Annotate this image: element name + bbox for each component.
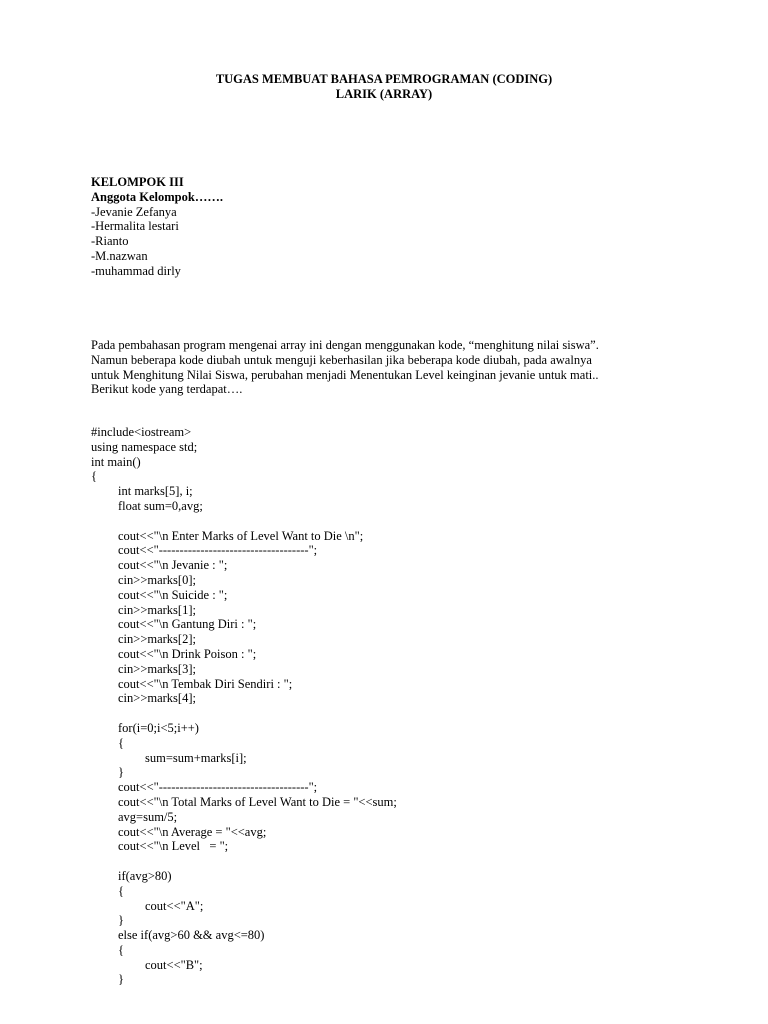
member-item: -M.nazwan — [91, 248, 148, 263]
member-item: -Rianto — [91, 234, 129, 249]
member-item: -muhammad dirly — [91, 263, 181, 278]
code-line: { — [118, 942, 124, 957]
code-line: cout<<"\n Tembak Diri Sendiri : "; — [118, 676, 293, 691]
member-item: -Jevanie Zefanya — [91, 204, 177, 219]
code-line: int main() — [91, 454, 141, 469]
code-listing — [91, 425, 671, 987]
document-subtitle: LARIK (ARRAY) — [335, 87, 433, 101]
code-line: for(i=0;i<5;i++) — [118, 720, 199, 735]
code-line: } — [118, 765, 124, 780]
code-line: cout<<"\n Average = "<<avg; — [118, 824, 267, 839]
code-line: cin>>marks[0]; — [118, 572, 196, 587]
code-line: float sum=0,avg; — [118, 498, 203, 513]
code-line: avg=sum/5; — [118, 809, 178, 824]
code-line: cin>>marks[4]; — [118, 691, 196, 706]
code-blank-line — [91, 854, 671, 869]
code-line: cout<<"\n Jevanie : "; — [118, 558, 228, 573]
code-line: } — [118, 972, 124, 987]
group-heading: KELOMPOK III — [91, 175, 184, 189]
code-blank-line — [91, 514, 671, 529]
code-line: cout<<"\n Suicide : "; — [118, 587, 228, 602]
member-item: -Hermalita lestari — [91, 219, 179, 234]
paragraph-line: Pada pembahasan program mengenai array ini dengan menggunakan kode, “menghitung nilai siswa”. — [91, 338, 599, 352]
code-line: cin>>marks[1]; — [118, 602, 196, 617]
group-section — [91, 175, 671, 279]
code-line: cout<<"B"; — [145, 957, 203, 972]
intro-paragraph — [91, 338, 671, 397]
code-line: cout<<"\n Enter Marks of Level Want to Die \n"; — [118, 528, 364, 543]
code-line: cout<<"\n Gantung Diri : "; — [118, 617, 257, 632]
code-line: { — [91, 469, 97, 484]
members-label: Anggota Kelompok……. — [91, 189, 223, 204]
code-line: sum=sum+marks[i]; — [145, 750, 247, 765]
code-line: cout<<"------------------------------------"; — [118, 543, 318, 558]
code-line: cout<<"------------------------------------"; — [118, 780, 318, 795]
code-line: if(avg>80) — [118, 868, 172, 883]
code-line: cout<<"\n Drink Poison : "; — [118, 646, 257, 661]
code-line: { — [118, 735, 124, 750]
code-line: int marks[5], i; — [118, 484, 193, 499]
paragraph-line: Berikut kode yang terdapat…. — [91, 382, 243, 397]
code-line: cout<<"\n Total Marks of Level Want to Die = "<<sum; — [118, 794, 397, 809]
code-line: cin>>marks[2]; — [118, 632, 196, 647]
code-line: else if(avg>60 && avg<=80) — [118, 928, 265, 943]
code-line: #include<iostream> — [91, 425, 192, 439]
code-line: cout<<"\n Level = "; — [118, 839, 229, 854]
code-line: cin>>marks[3]; — [118, 661, 196, 676]
code-line: { — [118, 883, 124, 898]
code-blank-line — [91, 706, 671, 721]
paragraph-line: untuk Menghitung Nilai Siswa, perubahan menjadi Menentukan Level keinginan jevanie untuk mati.. — [91, 367, 599, 382]
code-line: cout<<"A"; — [145, 898, 204, 913]
code-line: using namespace std; — [91, 439, 198, 454]
document-title: TUGAS MEMBUAT BAHASA PEMROGRAMAN (CODING) — [215, 72, 553, 86]
code-line: } — [118, 913, 124, 928]
paragraph-line: Namun beberapa kode diubah untuk menguji keberhasilan jika beberapa kode diubah, pada awalnya — [91, 352, 592, 367]
